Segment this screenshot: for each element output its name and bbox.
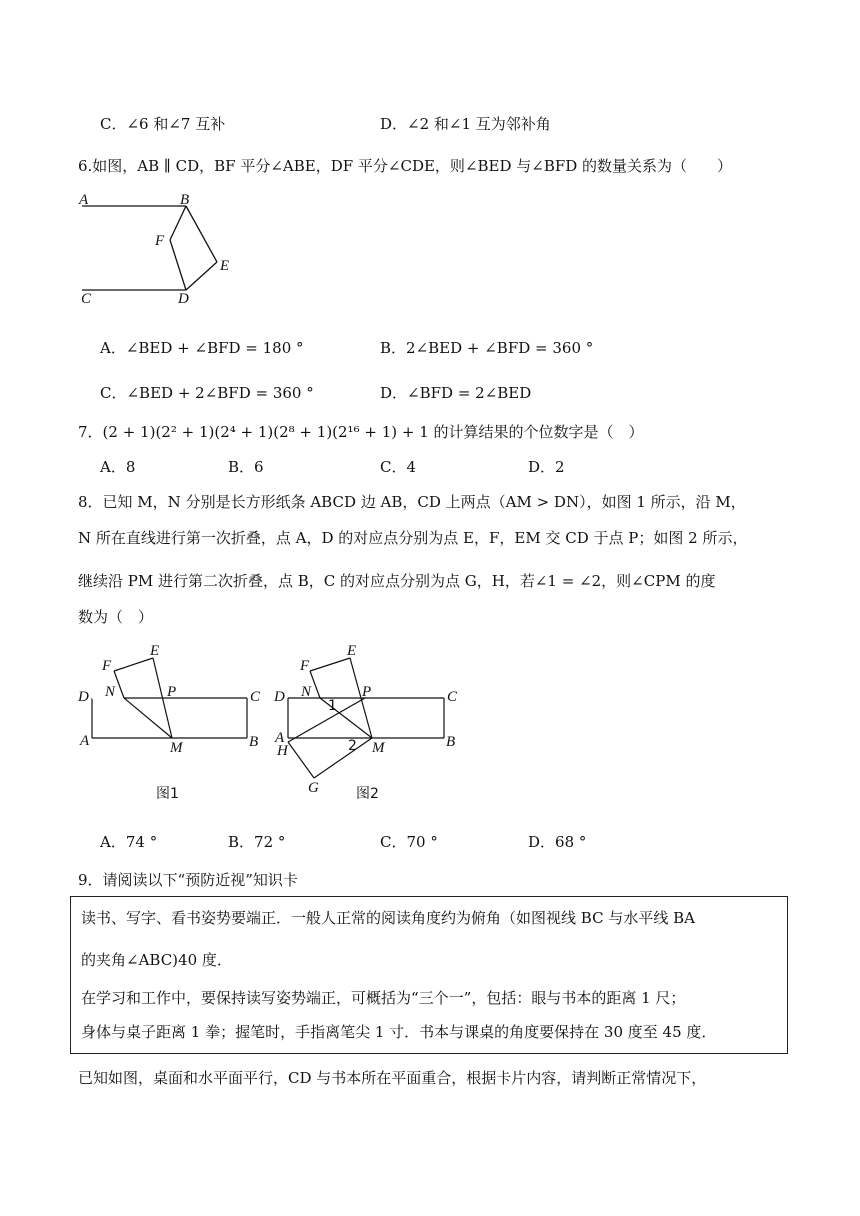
q6-stem: 6.如图，AB ∥ CD，BF 平分∠ABE，DF 平分∠CDE，则∠BED 与∠BFD 的数量关系为（ ） bbox=[78, 157, 733, 175]
q7-stem: 7．(2 + 1)(2² + 1)(2⁴ + 1)(2⁸ + 1)(2¹⁶ + 1) + 1 的计算结果的个位数字是（ ） bbox=[78, 423, 644, 441]
q7-option-d: D．2 bbox=[528, 458, 565, 476]
q9-after-text: 已知如图，桌面和水平面平行，CD 与书本所在平面重合，根据卡片内容，请判断正常情况下， bbox=[78, 1069, 707, 1087]
card-line-4: 身体与桌子距离 1 拳；握笔时，手指离笔尖 1 寸．书本与课桌的角度要保持在 30 度至 45 度． bbox=[81, 1023, 717, 1041]
card-line-2: 的夹角∠ABC)40 度． bbox=[81, 951, 232, 969]
fig1-label-n: N bbox=[105, 684, 116, 700]
q8-option-d: D．68 ° bbox=[528, 833, 587, 851]
fig2-label-p: P bbox=[362, 684, 372, 700]
fig2-label-m: M bbox=[372, 740, 385, 756]
fig1-label-b: B bbox=[249, 734, 259, 750]
fig2-label-angle-2: 2 bbox=[348, 738, 357, 754]
card-line-3: 在学习和工作中，要保持读写姿势端正，可概括为“三个一”，包括：眼与书本的距离 1 尺； bbox=[81, 989, 686, 1007]
fig2-label-angle-1: 1 bbox=[328, 698, 337, 714]
q6-label-e: E bbox=[220, 258, 230, 274]
card-line-1: 读书、写字、看书姿势要端正．一般人正常的阅读角度约为俯角（如图视线 BC 与水平线 BA bbox=[81, 909, 695, 927]
fig2-label-b: B bbox=[446, 734, 456, 750]
q6-label-f: F bbox=[155, 233, 165, 249]
q8-figure-2 bbox=[272, 638, 472, 808]
q8-line-2: N 所在直线进行第一次折叠，点 A，D 的对应点分别为点 E，F，EM 交 CD 于点 P；如图 2 所示， bbox=[78, 529, 748, 547]
q5-option-d: D．∠2 和∠1 互为邻补角 bbox=[380, 115, 551, 133]
fig2-label-g: G bbox=[308, 780, 319, 796]
fig2-label-a: A bbox=[275, 730, 285, 746]
q7-option-a: A．8 bbox=[100, 458, 136, 476]
q8-figure-1 bbox=[76, 638, 276, 808]
fig2-label-e: E bbox=[347, 643, 357, 659]
fig1-label-p: P bbox=[167, 684, 177, 700]
q6-option-b: B．2∠BED + ∠BFD = 360 ° bbox=[380, 339, 594, 357]
q8-line-4: 数为（ ） bbox=[78, 608, 154, 626]
fig1-caption: 图1 bbox=[156, 786, 179, 802]
fig1-label-f: F bbox=[102, 658, 112, 674]
q6-option-c: C．∠BED + 2∠BFD = 360 ° bbox=[100, 384, 314, 402]
fig2-caption: 图2 bbox=[356, 786, 379, 802]
q6-label-d: D bbox=[178, 291, 189, 307]
q8-option-c: C．70 ° bbox=[380, 833, 438, 851]
fig2-label-h: H bbox=[277, 743, 288, 759]
q6-option-d: D．∠BFD = 2∠BED bbox=[380, 384, 532, 402]
fig2-label-n: N bbox=[301, 684, 312, 700]
knowledge-card bbox=[70, 896, 788, 1054]
fig1-label-m: M bbox=[170, 740, 183, 756]
fig1-label-d: D bbox=[78, 689, 89, 705]
q8-line-1: 8．已知 M，N 分别是长方形纸条 ABCD 边 AB，CD 上两点（AM > DN），如图 1 所示，沿 M， bbox=[78, 493, 746, 511]
fig1-label-c: C bbox=[250, 689, 261, 705]
fig1-label-e: E bbox=[150, 643, 160, 659]
q7-option-c: C．4 bbox=[380, 458, 417, 476]
fig2-label-c: C bbox=[447, 689, 458, 705]
q6-label-c: C bbox=[81, 291, 92, 307]
q8-option-a: A．74 ° bbox=[100, 833, 158, 851]
q7-option-b: B．6 bbox=[228, 458, 264, 476]
q6-label-b: B bbox=[180, 192, 190, 208]
fig2-label-d: D bbox=[274, 689, 285, 705]
q6-option-a: A．∠BED + ∠BFD = 180 ° bbox=[100, 339, 304, 357]
fig2-label-f: F bbox=[300, 658, 310, 674]
q6-figure bbox=[76, 192, 326, 312]
fig1-label-a: A bbox=[80, 733, 90, 749]
q8-line-3: 继续沿 PM 进行第二次折叠，点 B，C 的对应点分别为点 G，H，若∠1 = ∠2，则∠CPM 的度 bbox=[78, 572, 716, 590]
q9-stem: 9．请阅读以下“预防近视”知识卡 bbox=[78, 871, 298, 889]
q8-option-b: B．72 ° bbox=[228, 833, 286, 851]
q5-option-c: C．∠6 和∠7 互补 bbox=[100, 115, 226, 133]
q6-label-a: A bbox=[79, 192, 89, 208]
